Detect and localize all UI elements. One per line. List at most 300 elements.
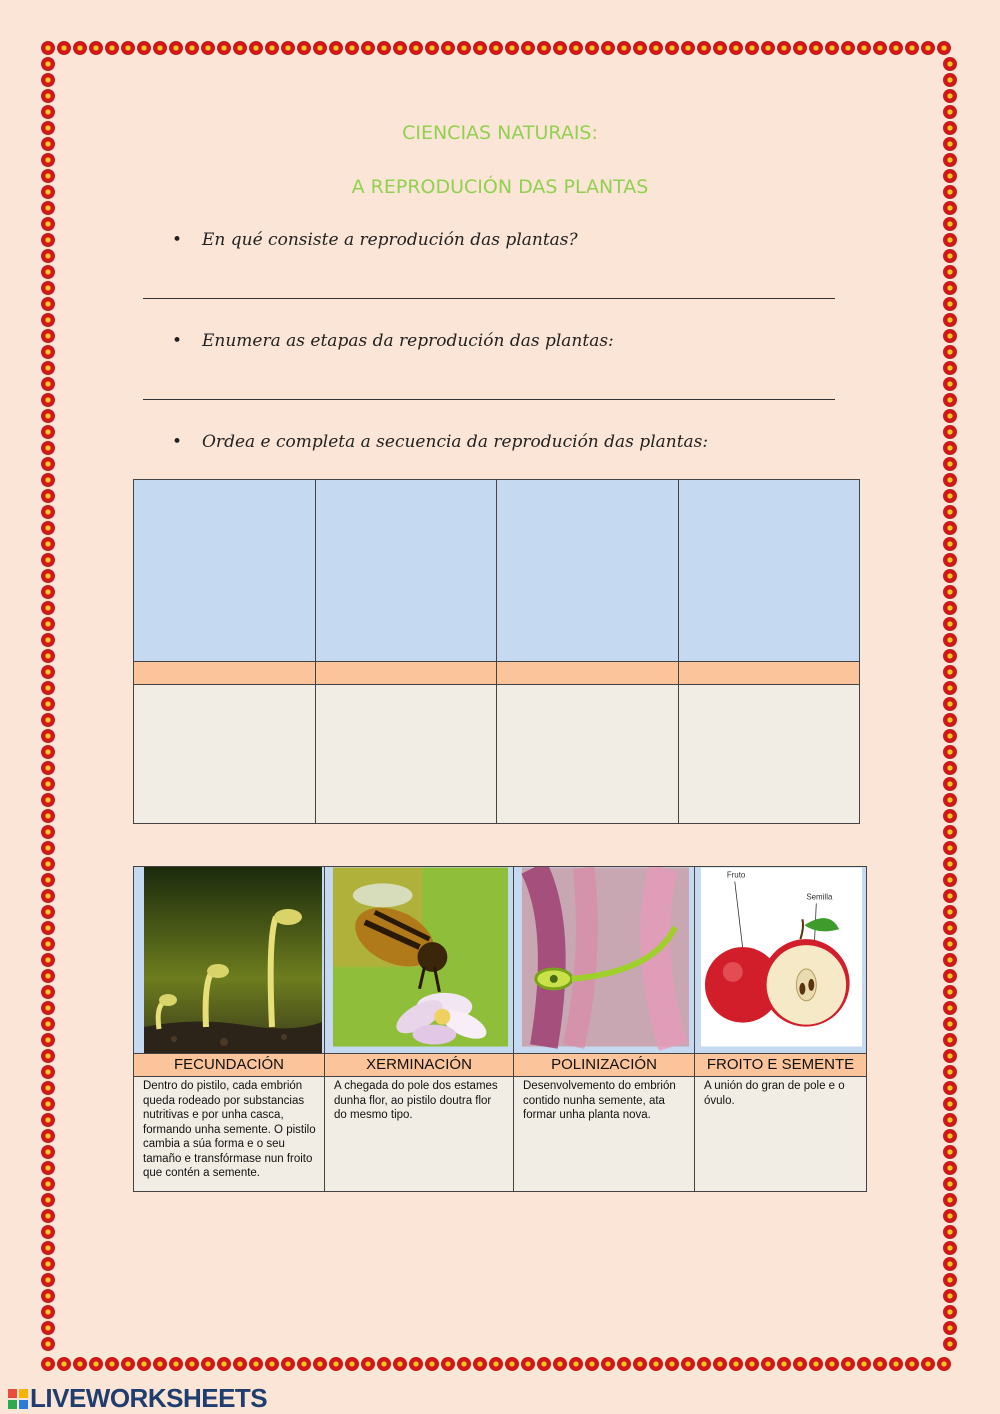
flower-icon <box>943 1129 957 1143</box>
drop-slot-desc-3[interactable] <box>497 685 679 824</box>
flower-icon <box>345 41 359 55</box>
flower-icon <box>943 1001 957 1015</box>
flower-icon <box>943 313 957 327</box>
flower-icon <box>943 569 957 583</box>
question-3 <box>172 432 708 452</box>
flower-icon <box>943 617 957 631</box>
flower-icon <box>41 537 55 551</box>
flower-icon <box>943 1097 957 1111</box>
flower-icon <box>943 1065 957 1079</box>
flower-icon <box>457 41 471 55</box>
brand-logo[interactable] <box>8 1383 267 1414</box>
flower-icon <box>943 1017 957 1031</box>
flower-border-bottom <box>40 1356 960 1372</box>
flower-icon <box>943 793 957 807</box>
flower-icon <box>281 1357 295 1371</box>
flower-icon <box>169 41 183 55</box>
flower-icon <box>943 937 957 951</box>
flower-icon <box>943 1289 957 1303</box>
flower-icon <box>505 41 519 55</box>
flower-icon <box>393 1357 407 1371</box>
flower-icon <box>41 1145 55 1159</box>
seedlings-image <box>134 867 324 1053</box>
flower-icon <box>857 41 871 55</box>
flower-icon <box>943 409 957 423</box>
flower-icon <box>729 1357 743 1371</box>
flower-icon <box>41 921 55 935</box>
flower-icon <box>943 1033 957 1047</box>
flower-icon <box>41 585 55 599</box>
flower-icon <box>697 1357 711 1371</box>
flower-icon <box>943 377 957 391</box>
flower-icon <box>41 105 55 119</box>
flower-icon <box>41 1097 55 1111</box>
apple-image <box>695 867 866 1053</box>
flower-icon <box>41 441 55 455</box>
flower-icon <box>943 329 957 343</box>
flower-icon <box>89 1357 103 1371</box>
flower-icon <box>57 41 71 55</box>
flower-icon <box>857 1357 871 1371</box>
flower-icon <box>41 617 55 631</box>
question-2 <box>172 331 614 351</box>
flower-icon <box>121 1357 135 1371</box>
flower-icon <box>943 633 957 647</box>
flower-icon <box>217 41 231 55</box>
flower-icon <box>761 1357 775 1371</box>
flower-icon <box>41 153 55 167</box>
drop-slot-desc-2[interactable] <box>315 685 497 824</box>
flower-icon <box>943 281 957 295</box>
flower-icon <box>943 969 957 983</box>
flower-icon <box>41 841 55 855</box>
flower-icon <box>841 41 855 55</box>
flower-icon <box>41 793 55 807</box>
flower-icon <box>41 745 55 759</box>
flower-icon <box>169 1357 183 1371</box>
drop-slot-label-1[interactable] <box>134 662 316 685</box>
flower-icon <box>41 937 55 951</box>
flower-icon <box>41 57 55 71</box>
flower-icon <box>943 681 957 695</box>
flower-icon <box>41 873 55 887</box>
flower-icon <box>41 217 55 231</box>
flower-icon <box>41 809 55 823</box>
flower-icon <box>41 601 55 615</box>
flower-icon <box>943 265 957 279</box>
flower-icon <box>425 41 439 55</box>
flower-icon <box>943 441 957 455</box>
flower-icon <box>777 41 791 55</box>
flower-icon <box>943 585 957 599</box>
flower-icon <box>41 1209 55 1223</box>
flower-icon <box>105 41 119 55</box>
flower-icon <box>41 697 55 711</box>
flower-icon <box>345 1357 359 1371</box>
flower-icon <box>41 1305 55 1319</box>
flower-icon <box>409 1357 423 1371</box>
flower-icon <box>89 41 103 55</box>
card-image-1[interactable] <box>134 867 325 1054</box>
flower-icon <box>41 377 55 391</box>
flower-icon <box>943 89 957 103</box>
flower-icon <box>233 41 247 55</box>
flower-icon <box>943 105 957 119</box>
flower-icon <box>41 1161 55 1175</box>
flower-icon <box>121 41 135 55</box>
card-label-4[interactable]: FROITO E SEMENTE <box>695 1054 867 1077</box>
flower-icon <box>937 1357 951 1371</box>
flower-icon <box>943 73 957 87</box>
drop-slot-label-3[interactable] <box>497 662 679 685</box>
flower-icon <box>41 201 55 215</box>
flower-icon <box>553 41 567 55</box>
flower-icon <box>943 489 957 503</box>
flower-icon <box>617 41 631 55</box>
flower-icon <box>41 761 55 775</box>
flower-icon <box>41 89 55 103</box>
flower-icon <box>617 1357 631 1371</box>
flower-icon <box>41 409 55 423</box>
card-image-3[interactable] <box>514 867 695 1054</box>
flower-icon <box>41 729 55 743</box>
flower-icon <box>943 1049 957 1063</box>
flower-icon <box>41 1129 55 1143</box>
answer-line-2[interactable] <box>143 399 835 400</box>
flower-icon <box>41 681 55 695</box>
flower-icon <box>569 41 583 55</box>
flower-icon <box>943 1081 957 1095</box>
question-3-text: Ordea e completa a secuencia da reprodución das plantas: <box>202 432 709 452</box>
flower-icon <box>313 41 327 55</box>
card-desc-4[interactable]: A unión do gran de pole e o óvulo. <box>695 1077 867 1192</box>
flower-icon <box>41 281 55 295</box>
flower-icon <box>943 1225 957 1239</box>
flower-icon <box>745 1357 759 1371</box>
fruit-label: Fruto <box>726 870 746 880</box>
flower-icon <box>601 1357 615 1371</box>
flower-icon <box>41 393 55 407</box>
flower-icon <box>473 1357 487 1371</box>
flower-icon <box>943 153 957 167</box>
flower-icon <box>41 473 55 487</box>
flower-icon <box>41 1337 55 1351</box>
flower-icon <box>649 41 663 55</box>
flower-icon <box>665 1357 679 1371</box>
flower-icon <box>943 1161 957 1175</box>
drop-slot-image-3[interactable] <box>497 480 679 662</box>
flower-icon <box>249 1357 263 1371</box>
flower-icon <box>41 1065 55 1079</box>
flower-icon <box>41 521 55 535</box>
flower-icon <box>489 41 503 55</box>
flower-icon <box>297 1357 311 1371</box>
flower-icon <box>489 1357 503 1371</box>
flower-icon <box>313 1357 327 1371</box>
card-desc-2[interactable]: A chegada do pole dos estames dunha flor, ao pistilo doutra flor do mesmo tipo. <box>325 1077 514 1192</box>
flower-icon <box>873 41 887 55</box>
flower-icon <box>943 457 957 471</box>
flower-icon <box>943 1145 957 1159</box>
drop-slot-image-2[interactable] <box>315 480 497 662</box>
flower-icon <box>185 41 199 55</box>
flower-icon <box>41 505 55 519</box>
liveworksheets-icon <box>8 1389 28 1409</box>
flower-icon <box>943 697 957 711</box>
flower-icon <box>943 1321 957 1335</box>
flower-icon <box>553 1357 567 1371</box>
flower-icon <box>889 1357 903 1371</box>
flower-icon <box>41 1257 55 1271</box>
card-desc-1[interactable]: Dentro do pistilo, cada embrión queda rodeado por substancias nutritivas e por unha casca, formando unha semente. O pistilo cambia a súa forma e o seu tamaño e transfórmase nun froito que contén a semente. <box>134 1077 325 1192</box>
flower-icon <box>41 265 55 279</box>
flower-icon <box>41 825 55 839</box>
drop-slot-desc-4[interactable] <box>678 685 860 824</box>
flower-icon <box>601 41 615 55</box>
flower-icon <box>873 1357 887 1371</box>
flower-icon <box>921 1357 935 1371</box>
flower-icon <box>41 233 55 247</box>
flower-icon <box>41 313 55 327</box>
flower-icon <box>943 649 957 663</box>
bee-image <box>325 867 513 1053</box>
flower-icon <box>943 985 957 999</box>
flower-icon <box>943 921 957 935</box>
flower-icon <box>41 73 55 87</box>
flower-icon <box>41 1193 55 1207</box>
flower-icon <box>943 505 957 519</box>
flower-icon <box>265 41 279 55</box>
flower-icon <box>943 425 957 439</box>
flower-icon <box>943 537 957 551</box>
flower-icon <box>457 1357 471 1371</box>
flower-icon <box>537 41 551 55</box>
bullet-icon: • <box>172 432 183 452</box>
flower-icon <box>569 1357 583 1371</box>
drop-slot-label-4[interactable] <box>678 662 860 685</box>
flower-icon <box>361 41 375 55</box>
flower-icon <box>41 457 55 471</box>
flower-icon <box>41 1049 55 1063</box>
flower-icon <box>943 777 957 791</box>
flower-icon <box>153 1357 167 1371</box>
flower-icon <box>943 889 957 903</box>
flower-icon <box>393 41 407 55</box>
flower-icon <box>943 1177 957 1191</box>
flower-icon <box>41 1113 55 1127</box>
flower-icon <box>41 633 55 647</box>
flower-icon <box>73 41 87 55</box>
flower-icon <box>41 889 55 903</box>
flower-icon <box>943 1257 957 1271</box>
bullet-icon: • <box>172 230 183 250</box>
flower-icon <box>681 1357 695 1371</box>
flower-icon <box>521 41 535 55</box>
flower-icon <box>809 1357 823 1371</box>
flower-icon <box>233 1357 247 1371</box>
flower-icon <box>41 1033 55 1047</box>
flower-icon <box>41 713 55 727</box>
flower-icon <box>633 41 647 55</box>
flower-border-left <box>40 56 56 1356</box>
flower-icon <box>841 1357 855 1371</box>
pistil-image <box>514 867 694 1053</box>
flower-icon <box>217 1357 231 1371</box>
drop-slot-image-1[interactable] <box>134 480 316 662</box>
flower-icon <box>41 345 55 359</box>
flower-icon <box>41 649 55 663</box>
flower-icon <box>943 809 957 823</box>
flower-icon <box>201 1357 215 1371</box>
page-subtitle: A REPRODUCIÓN DAS PLANTAS <box>351 176 649 198</box>
flower-icon <box>105 1357 119 1371</box>
flower-icon <box>943 297 957 311</box>
flower-icon <box>943 201 957 215</box>
flower-icon <box>943 249 957 263</box>
flower-icon <box>361 1357 375 1371</box>
flower-icon <box>377 41 391 55</box>
flower-icon <box>585 1357 599 1371</box>
flower-icon <box>943 1193 957 1207</box>
flower-icon <box>729 41 743 55</box>
flower-icon <box>905 41 919 55</box>
flower-icon <box>943 857 957 871</box>
flower-icon <box>633 1357 647 1371</box>
flower-icon <box>41 425 55 439</box>
flower-border-top <box>40 40 960 56</box>
flower-icon <box>41 1177 55 1191</box>
flower-icon <box>943 1113 957 1127</box>
flower-icon <box>425 1357 439 1371</box>
flower-icon <box>713 1357 727 1371</box>
flower-icon <box>265 1357 279 1371</box>
flower-icon <box>943 473 957 487</box>
question-1-text: En qué consiste a reprodución das plantas? <box>202 230 578 250</box>
flower-icon <box>943 553 957 567</box>
card-image-2[interactable] <box>325 867 514 1054</box>
flower-icon <box>41 905 55 919</box>
flower-icon <box>41 985 55 999</box>
flower-icon <box>943 361 957 375</box>
flower-icon <box>943 761 957 775</box>
flower-icon <box>41 969 55 983</box>
flower-icon <box>137 1357 151 1371</box>
flower-icon <box>943 713 957 727</box>
flower-icon <box>943 825 957 839</box>
flower-icon <box>41 665 55 679</box>
flower-icon <box>943 1273 957 1287</box>
answer-line-1[interactable] <box>143 298 835 299</box>
flower-icon <box>281 41 295 55</box>
flower-icon <box>41 1289 55 1303</box>
flower-icon <box>943 665 957 679</box>
flower-icon <box>697 41 711 55</box>
flower-icon <box>329 41 343 55</box>
flower-icon <box>41 553 55 567</box>
flower-icon <box>185 1357 199 1371</box>
flower-icon <box>943 953 957 967</box>
flower-icon <box>793 41 807 55</box>
flower-icon <box>41 249 55 263</box>
flower-icon <box>41 1241 55 1255</box>
flower-icon <box>943 1209 957 1223</box>
flower-icon <box>943 393 957 407</box>
flower-icon <box>41 777 55 791</box>
flower-icon <box>41 41 55 55</box>
flower-icon <box>441 41 455 55</box>
flower-icon <box>41 569 55 583</box>
flower-icon <box>825 41 839 55</box>
flower-icon <box>943 1241 957 1255</box>
flower-icon <box>329 1357 343 1371</box>
flower-icon <box>665 41 679 55</box>
flower-icon <box>761 41 775 55</box>
flower-icon <box>943 521 957 535</box>
flower-icon <box>943 1305 957 1319</box>
flower-icon <box>585 41 599 55</box>
card-label-1[interactable]: FECUNDACIÓN <box>134 1054 325 1077</box>
question-1 <box>172 230 578 250</box>
flower-icon <box>825 1357 839 1371</box>
bullet-icon: • <box>172 331 183 351</box>
flower-icon <box>41 489 55 503</box>
flower-icon <box>41 1017 55 1031</box>
flower-icon <box>137 41 151 55</box>
flower-icon <box>41 1273 55 1287</box>
flower-icon <box>41 1321 55 1335</box>
flower-icon <box>713 41 727 55</box>
flower-icon <box>73 1357 87 1371</box>
seed-label: Semilla <box>806 892 833 902</box>
flower-icon <box>57 1357 71 1371</box>
flower-icon <box>681 41 695 55</box>
flower-icon <box>41 1225 55 1239</box>
flower-icon <box>41 857 55 871</box>
flower-border-right <box>942 56 958 1356</box>
card-label-2[interactable]: XERMINACIÓN <box>325 1054 514 1077</box>
page-title: CIENCIAS NATURAIS: <box>402 122 598 144</box>
card-image-4[interactable] <box>695 867 867 1054</box>
drop-slot-image-4[interactable] <box>678 480 860 662</box>
brand-text: LIVEWORKSHEETS <box>30 1383 268 1413</box>
flower-icon <box>943 841 957 855</box>
flower-icon <box>41 297 55 311</box>
flower-icon <box>649 1357 663 1371</box>
flower-icon <box>505 1357 519 1371</box>
flower-icon <box>943 345 957 359</box>
flower-icon <box>905 1357 919 1371</box>
card-label-3[interactable]: POLINIZACIÓN <box>514 1054 695 1077</box>
flower-icon <box>537 1357 551 1371</box>
drop-slot-label-2[interactable] <box>315 662 497 685</box>
flower-icon <box>937 41 951 55</box>
flower-icon <box>777 1357 791 1371</box>
flower-icon <box>297 41 311 55</box>
flower-icon <box>943 57 957 71</box>
flower-icon <box>943 1337 957 1351</box>
flower-icon <box>521 1357 535 1371</box>
drop-slot-desc-1[interactable] <box>134 685 316 824</box>
flower-icon <box>943 873 957 887</box>
flower-icon <box>889 41 903 55</box>
flower-icon <box>793 1357 807 1371</box>
flower-icon <box>921 41 935 55</box>
flower-icon <box>943 905 957 919</box>
flower-icon <box>377 1357 391 1371</box>
card-desc-3[interactable]: Desenvolvemento do embrión contido nunha semente, ata formar unha planta nova. <box>514 1077 695 1192</box>
flower-icon <box>943 217 957 231</box>
flower-icon <box>41 1001 55 1015</box>
